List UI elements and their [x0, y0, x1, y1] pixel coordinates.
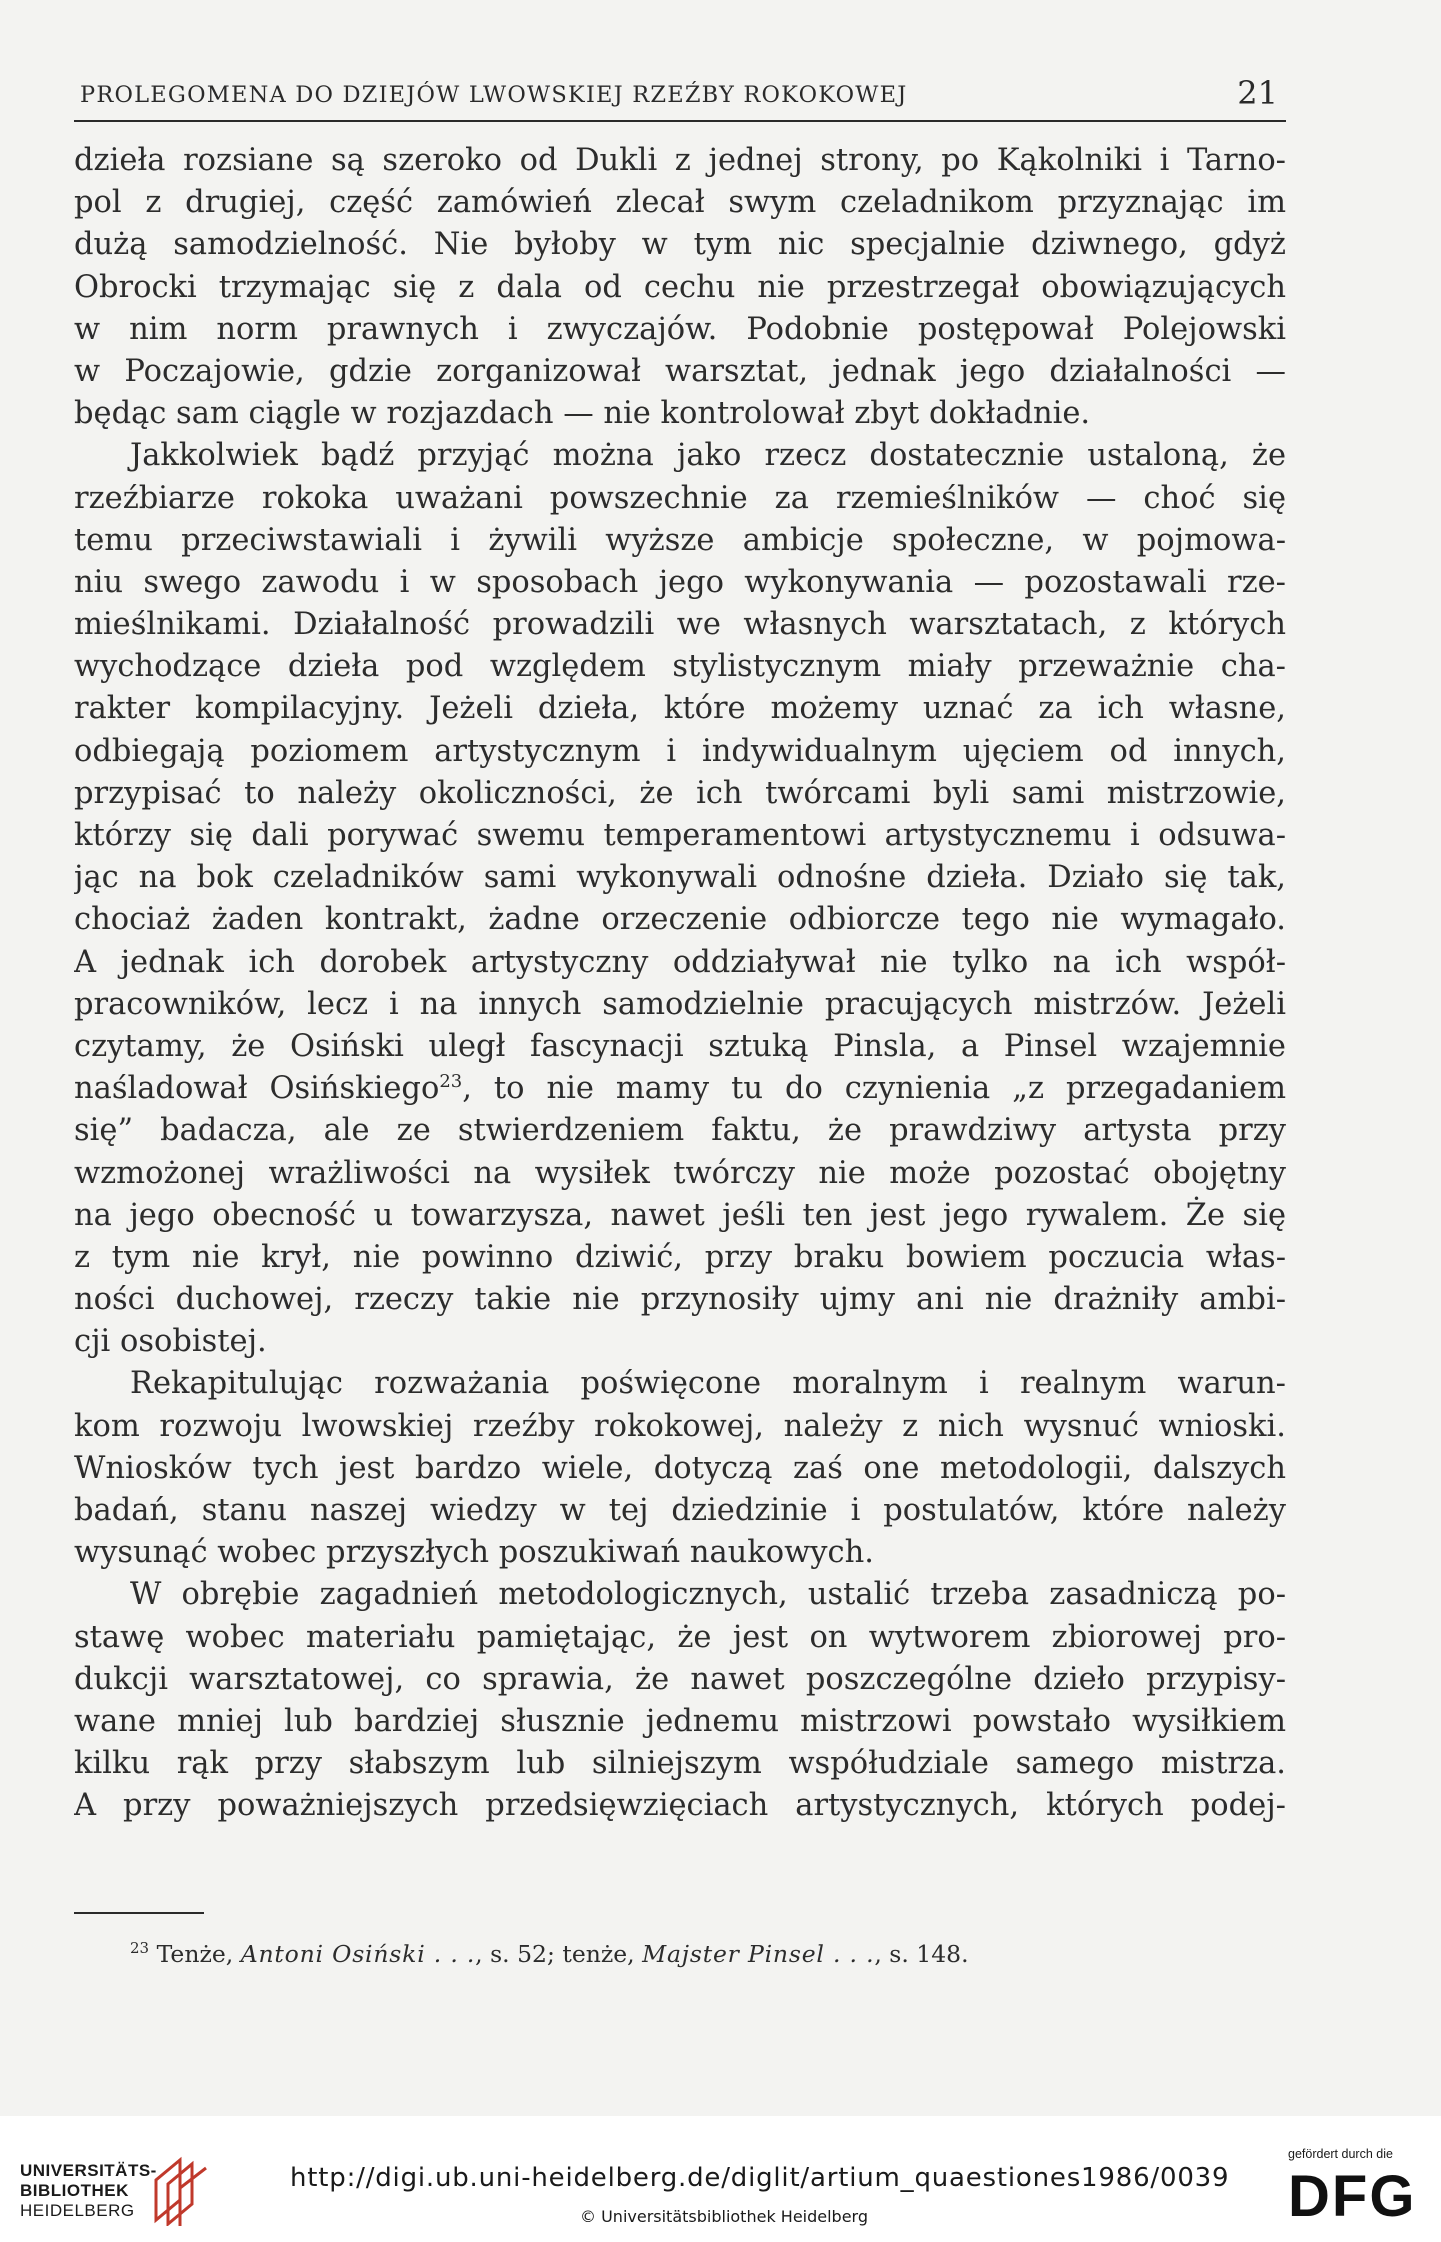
text-line: z tym nie krył, nie powinno dziwić, przy braku bowiem poczucia włas-	[74, 1239, 1286, 1275]
footnote	[130, 1940, 969, 1968]
text-line: Obrocki trzymając się z dala od cechu nie przestrzegał obowiązujących	[74, 269, 1286, 305]
text-line: wzmożonej wrażliwości na wysiłek twórczy nie może pozostać obojętny	[74, 1155, 1286, 1191]
library-name-line: BIBLIOTHEK	[20, 2181, 129, 2200]
library-logo-text	[20, 2161, 157, 2221]
footnote-text: , s. 148.	[874, 1940, 969, 1968]
text-line: w Poczajowie, gdzie zorganizował warsztat, jednak jego działalności —	[74, 353, 1286, 389]
text-line: dukcji warsztatowej, co sprawia, że nawet poszczególne dzieło przypisy-	[74, 1661, 1286, 1697]
text-line: A jednak ich dorobek artystyczny oddziaływał nie tylko na ich współ-	[74, 944, 1286, 980]
text-line: ności duchowej, rzeczy takie nie przynosiły ujmy ani nie drażniły ambi-	[74, 1282, 1286, 1318]
text-line: wysunąć wobec przyszłych poszukiwań naukowych.	[74, 1535, 874, 1571]
text-line: W obrębie zagadnień metodologicznych, ustalić trzeba zasadniczą po-	[130, 1577, 1286, 1613]
text-line: czytamy, że Osiński uległ fascynacji sztuką Pinsla, a Pinsel wzajemnie	[74, 1028, 1286, 1064]
document-url-link[interactable]: http://digi.ub.uni-heidelberg.de/diglit/artium_quaestiones1986/0039	[290, 2163, 1230, 2193]
text-line: cji osobistej.	[74, 1324, 267, 1360]
text-line: się” badacza, ale ze stwierdzeniem faktu, że prawdziwy artysta przy	[74, 1113, 1286, 1149]
footnote-title: Majster Pinsel . . .	[642, 1940, 875, 1968]
running-head-title: PROLEGOMENA DO DZIEJÓW LWOWSKIEJ RZEŹBY ROKOKOWEJ	[80, 82, 908, 108]
text-line: Rekapitulując rozważania poświęcone moralnym i realnym warun-	[130, 1366, 1286, 1402]
text-line: A przy poważniejszych przedsięwzięciach artystycznych, których podej-	[74, 1788, 1286, 1824]
dfg-logo: DFG	[1288, 2164, 1417, 2229]
text-line: przypisać to należy okoliczności, że ich twórcami byli sami mistrzowie,	[74, 775, 1286, 811]
library-name-line: UNIVERSITÄTS-	[20, 2161, 157, 2180]
text-line: Wniosków tych jest bardzo wiele, dotyczą zaś one metodologii, dalszych	[74, 1450, 1286, 1486]
text-line: dzieła rozsiane są szeroko od Dukli z jednej strony, po Kąkolniki i Tarno-	[74, 143, 1286, 178]
text-line: kilku rąk przy słabszym lub silniejszym współudziale samego mistrza.	[74, 1746, 1286, 1782]
text-line: wychodzące dzieła pod względem stylistycznym miały przeważnie cha-	[74, 649, 1286, 685]
body-text	[74, 140, 1286, 1828]
text-line: Jakkolwiek bądź przyjąć można jako rzecz dostatecznie ustaloną, że	[130, 438, 1286, 474]
text-line-start: naśladował Osińskiego	[74, 1071, 440, 1107]
text-line: odbiegają poziomem artystycznym i indywidualnym ujęciem od innych,	[74, 733, 1286, 769]
text-line: jąc na bok czeladników sami wykonywali odnośne dzieła. Działo się tak,	[74, 860, 1286, 896]
text-line: rakter kompilacyjny. Jeżeli dzieła, które możemy uznać za ich własne,	[74, 691, 1286, 727]
running-head	[74, 76, 1286, 122]
text-line: dużą samodzielność. Nie byłoby w tym nic specjalnie dziwnego, gdyż	[74, 227, 1286, 263]
text-line: pracowników, lecz i na innych samodzielnie pracujących mistrzów. Jeżeli	[74, 986, 1286, 1022]
text-line: w nim norm prawnych i zwyczajów. Podobnie postępował Polejowski	[74, 311, 1286, 347]
footnote-text: , s. 52; tenże,	[475, 1940, 643, 1968]
text-line: niu swego zawodu i w sposobach jego wykonywania — pozostawali rze-	[74, 564, 1286, 600]
copyright-notice: © Universitätsbibliothek Heidelberg	[580, 2207, 869, 2226]
funding-note: gefördert durch die	[1288, 2147, 1393, 2161]
footnote-text: Tenże,	[156, 1940, 241, 1968]
text-line: pol z drugiej, część zamówień zlecał swym czeladnikom przyznając im	[74, 185, 1286, 221]
library-emblem-icon	[150, 2150, 216, 2226]
footnote-reference: 23	[439, 1070, 463, 1092]
text-line: wane mniej lub bardziej słusznie jednemu mistrzowi powstało wysiłkiem	[74, 1703, 1286, 1739]
text-line: chociaż żaden kontrakt, żadne orzeczenie odbiorcze tego nie wymagało.	[74, 902, 1286, 938]
text-line-end: , to nie mamy tu do czynienia „z przegadaniem	[462, 1071, 1286, 1107]
footnote-number: 23	[130, 1939, 150, 1958]
text-line: kom rozwoju lwowskiej rzeźby rokokowej, należy z nich wysnuć wnioski.	[74, 1408, 1286, 1444]
library-name-line: HEIDELBERG	[20, 2201, 135, 2220]
text-line: którzy się dali porywać swemu temperamentowi artystycznemu i odsuwa-	[74, 818, 1286, 853]
text-line: mieślnikami. Działalność prowadzili we własnych warsztatach, z których	[74, 607, 1286, 643]
footnote-divider	[74, 1912, 204, 1914]
footnote-title: Antoni Osiński . . .	[240, 1940, 476, 1968]
text-line: rzeźbiarze rokoka uważani powszechnie za rzemieślników — choć się	[74, 480, 1286, 516]
text-line: stawę wobec materiału pamiętając, że jest on wytworem zbiorowej pro-	[74, 1619, 1286, 1655]
text-line: badań, stanu naszej wiedzy w tej dziedzinie i postulatów, które należy	[74, 1493, 1286, 1528]
text-line-with-footnote	[74, 1068, 1286, 1110]
page-number: 21	[1237, 74, 1278, 112]
text-line: będąc sam ciągle w rozjazdach — nie kontrolował zbyt dokładnie.	[74, 396, 1091, 432]
text-line: na jego obecność u towarzysza, nawet jeśli ten jest jego rywalem. Że się	[74, 1197, 1286, 1233]
text-line: temu przeciwstawiali i żywili wyższe ambicje społeczne, w pojmowa-	[74, 522, 1286, 558]
